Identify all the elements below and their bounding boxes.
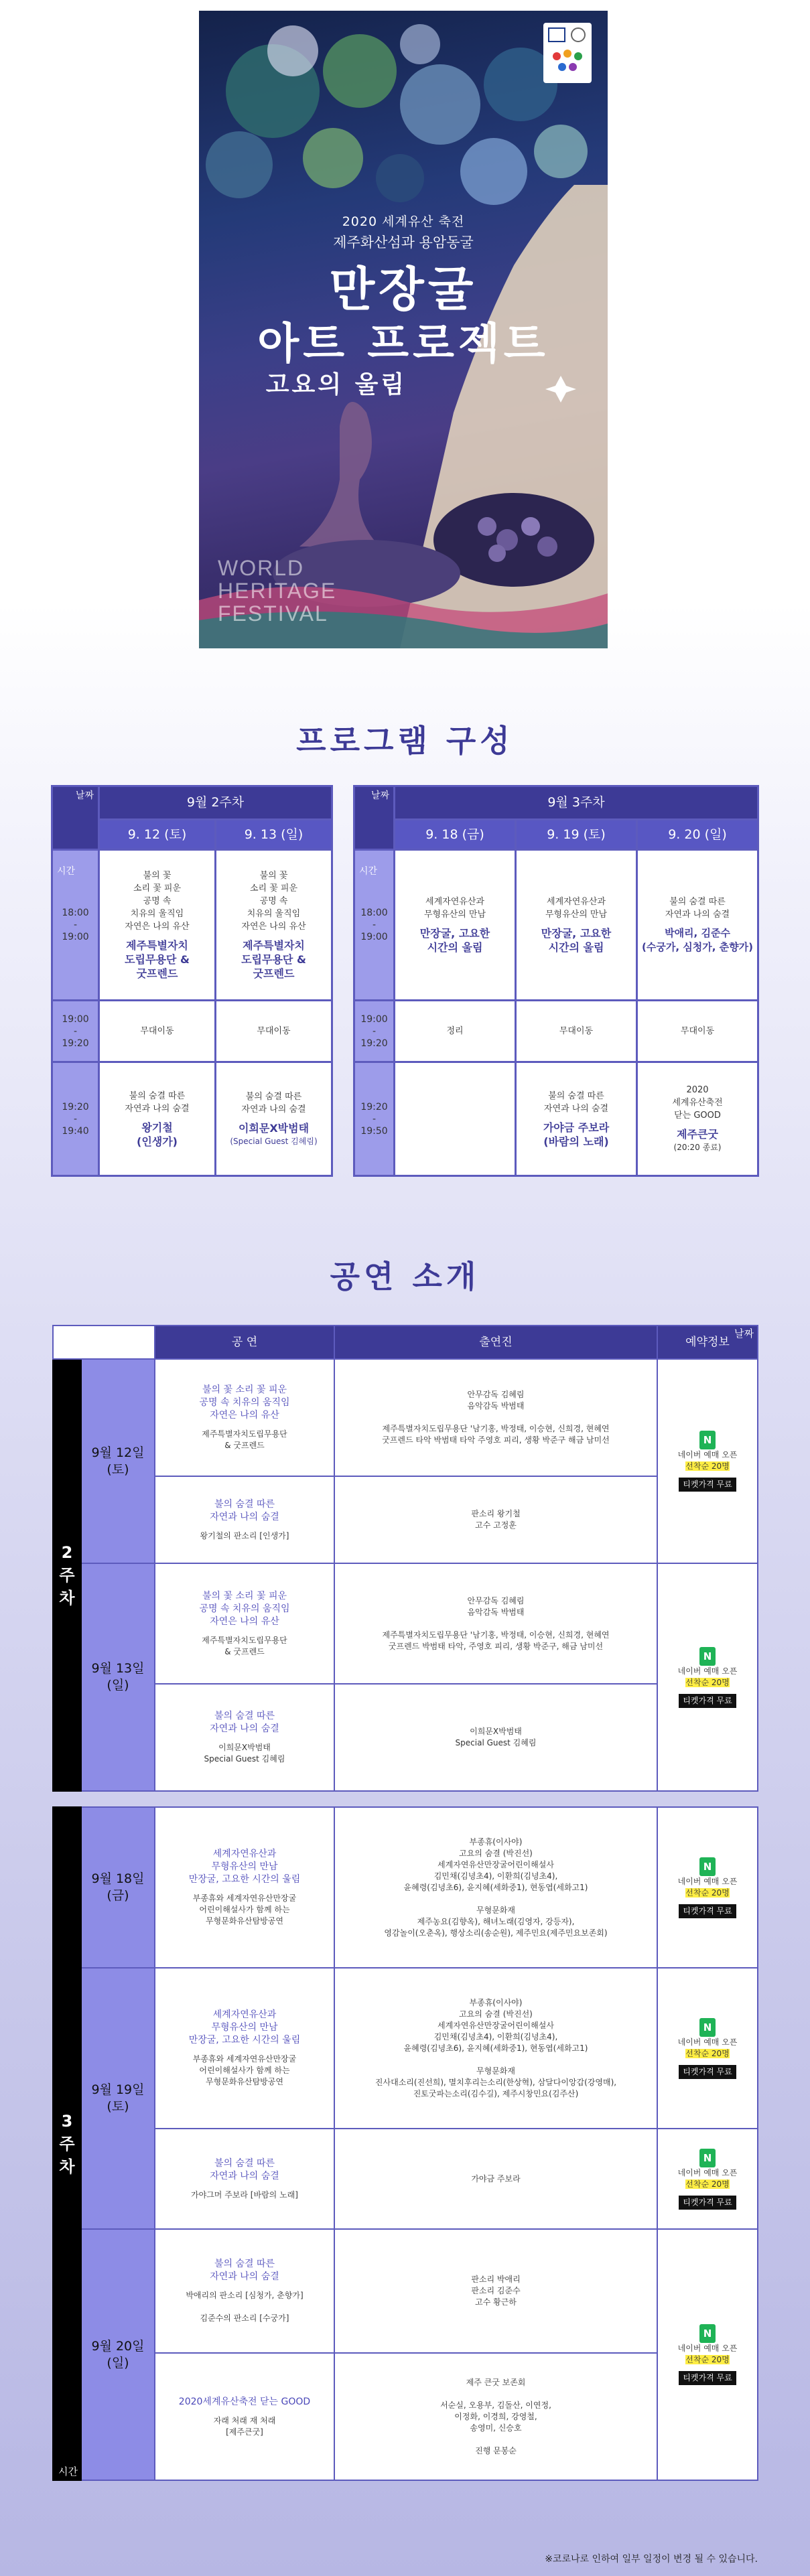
program-cell: 무대이동 bbox=[637, 1001, 758, 1062]
reserve-open-text: 네이버 예매 오픈 bbox=[677, 2037, 738, 2047]
wh-line-1: WORLD bbox=[218, 556, 305, 580]
day-cell-sep19: 9월 19일 (토) bbox=[81, 1968, 155, 2229]
corner-date-label: 날짜 bbox=[75, 790, 94, 801]
cast-cell: 제주 큰굿 보존회 서순실, 오용부, 김돌산, 이연정, 이정화, 이경희, 강영철, 송영미, 신승호 진행 문봉순 bbox=[334, 2353, 657, 2480]
reserve-open-text: 네이버 예매 오픈 bbox=[677, 1666, 738, 1676]
show-sub: 이희문X박범태 Special Guest 김혜림 bbox=[204, 1743, 285, 1764]
cell-text: 세계자연유산과 무형유산의 만남 bbox=[423, 897, 486, 920]
show-sub: 자래 처래 재 처래 [제주큰굿] bbox=[213, 2415, 276, 2437]
day-cell-sep20: 9월 20일 (일) bbox=[81, 2229, 155, 2480]
show-cell bbox=[155, 1684, 334, 1791]
cast-cell: 안무감독 김혜림 음악감독 박범태 제주특별자치도립무용단 '남기홍, 박정태, 이승현, 신희경, 현혜연 굿프렌드 박범태 타악, 주영호 피리, 생황 박준구, 해금 남미선 bbox=[334, 1563, 657, 1684]
cell-highlight: 박애리, 김준수 (수궁가, 심청가, 춘향가) bbox=[642, 927, 753, 953]
show-sub: 제주특별자치도립무용단 & 굿프렌드 bbox=[202, 1635, 287, 1656]
cell-highlight: 이희문X박범태 bbox=[238, 1121, 310, 1135]
corner-date-label: 날짜 bbox=[734, 1328, 754, 1340]
week2-header: 9월 2주차 bbox=[99, 786, 332, 820]
show-sub: 가야그머 주보라 [바람의 노래] bbox=[191, 2190, 298, 2200]
naver-icon[interactable]: N bbox=[699, 2324, 716, 2343]
program-cell: 무대이동 bbox=[99, 1001, 216, 1062]
poster-title-3: 고요의 울림 bbox=[265, 371, 407, 399]
cell-highlight: 왕기철 (인생가) bbox=[137, 1121, 178, 1148]
wh-line-3: FESTIVAL bbox=[218, 601, 328, 626]
column-header-cast: 출연진 bbox=[334, 1326, 657, 1359]
show-sub: 부종휴와 세계자연유산만장굴 어린이해설사가 함께 하는 무형문화유산탐방공연 bbox=[192, 1893, 297, 1926]
time-cell: 19:00 - 19:20 bbox=[354, 1001, 395, 1062]
corner-date-label: 날짜 bbox=[370, 790, 389, 801]
program-table-week3 bbox=[353, 785, 759, 1177]
cell-highlight: 제주특별자치 도립무용단 & 굿프렌드 bbox=[241, 939, 306, 980]
cell-highlight: 만장굴, 고요한 시간의 울림 bbox=[419, 927, 490, 954]
week2-label: 2 주 차 bbox=[53, 1359, 81, 1791]
day-header: 9. 20 (일) bbox=[637, 820, 758, 850]
week-gap bbox=[53, 1791, 758, 1807]
cell-text: 불의 숨결 따른 자연과 나의 숨결 bbox=[543, 1090, 609, 1114]
naver-icon[interactable]: N bbox=[699, 2149, 716, 2167]
show-cell bbox=[155, 1476, 334, 1563]
world-heritage-festival-text bbox=[218, 557, 336, 625]
naver-icon[interactable]: N bbox=[699, 1431, 716, 1449]
show-title: 불의 숨결 따른 자연과 나의 숨결 bbox=[210, 2157, 279, 2181]
reservation-cell bbox=[657, 1807, 758, 1968]
cast-cell: 부종휴(이사야) 고요의 숨결 (박진선) 세계자연유산만장굴어린이해설사 김민채(김녕초4), 이환희(김녕초4), 윤혜령(김녕초6), 윤지혜(세화중1), 현동엽(세화고1) 무형문화재 진사대소리(진선희), 멸치후리는소리(한상혁), 삼달다이앙갑(강영매), 진토굿파는소리(김수길), 제주시창민요(김주산) bbox=[334, 1968, 657, 2129]
cell-text: 세계자연유산과 무형유산의 만남 bbox=[545, 897, 608, 920]
cast-cell: 부종휴(이사야) 고요의 숨결 (박진선) 세계자연유산만장굴어린이해설사 김민채(김녕초4), 이환희(김녕초4), 윤혜령(김녕초6), 윤지혜(세화중1), 현동엽(세화고1) 무형문화재 제주농요(김향옥), 해녀노래(김영자, 강등자), 영감놀이(오춘옥), 행상소리(송순원), 제주민요(제주민요보존회) bbox=[334, 1807, 657, 1968]
free-ticket-badge: 티켓가격 무료 bbox=[679, 1694, 736, 1708]
show-title: 불의 숨결 따른 자연과 나의 숨결 bbox=[210, 1498, 279, 1522]
cast-cell: 안무감독 김혜림 음악감독 박범태 제주특별자치도립무용단 '남기홍, 박정태, 이승현, 신희경, 현혜연 굿프렌드 타악 박범태 타악 주영호 피리, 생황 박준구 해금 남미선 bbox=[334, 1359, 657, 1476]
cell-text: 불의 숨결 따른 자연과 나의 숨결 bbox=[665, 897, 730, 920]
reserve-open-text: 네이버 예매 오픈 bbox=[677, 1876, 738, 1886]
time-cell: 19:20 - 19:50 bbox=[354, 1062, 395, 1176]
program-cell bbox=[216, 1062, 332, 1176]
free-ticket-badge: 티켓가격 무료 bbox=[679, 1904, 736, 1918]
wh-line-2: HERITAGE bbox=[218, 579, 337, 603]
program-cell: 무대이동 bbox=[216, 1001, 332, 1062]
naver-icon[interactable]: N bbox=[699, 1857, 716, 1876]
free-ticket-badge: 티켓가격 무료 bbox=[679, 2065, 736, 2079]
cell-text: 불의 숨결 따른 자연과 나의 숨결 bbox=[125, 1090, 190, 1114]
program-table-week2 bbox=[51, 785, 333, 1177]
reservation-cell bbox=[657, 1968, 758, 2129]
show-title: 불의 숨결 따른 자연과 나의 숨결 bbox=[210, 1711, 279, 1734]
time-cell: 19:20 - 19:40 bbox=[52, 1062, 99, 1176]
cast-cell: 판소리 왕기철 고수 고정훈 bbox=[334, 1476, 657, 1563]
reservation-cell bbox=[657, 2129, 758, 2229]
show-title: 불의 숨결 따른 자연과 나의 숨결 bbox=[210, 2259, 279, 2282]
cell-highlight: 만장굴, 고요한 시간의 울림 bbox=[541, 927, 612, 954]
naver-icon[interactable]: N bbox=[699, 2018, 716, 2037]
program-cell bbox=[216, 850, 332, 1001]
cell-text: 불의 꽃 소리 꽃 피운 공명 속 치유의 울직임 자연은 나의 유산 bbox=[241, 871, 306, 932]
show-cell bbox=[155, 1807, 334, 1968]
naver-icon[interactable]: N bbox=[699, 1647, 716, 1666]
cell-text: 2020 세계유산축전 닫는 GOOD bbox=[672, 1085, 723, 1121]
poster-title-2: 아트 프로젝트 bbox=[257, 319, 549, 369]
time-cell: 19:00 - 19:20 bbox=[52, 1001, 99, 1062]
covid-notice: ※코로나로 인하여 일부 일정이 변경 될 수 있습니다. bbox=[545, 2554, 758, 2565]
reserve-open-text: 네이버 예매 오픈 bbox=[677, 2167, 738, 2177]
show-cell bbox=[155, 2229, 334, 2353]
show-cell bbox=[155, 1563, 334, 1684]
reservation-cell bbox=[657, 1359, 758, 1563]
first-come-badge: 선착순 20명 bbox=[685, 2048, 730, 2058]
day-header: 9. 12 (토) bbox=[99, 820, 216, 850]
show-title: 불의 꽃 소리 꽃 피운 공명 속 치유의 움직임 자연은 나의 유산 bbox=[199, 1590, 290, 1627]
unesco-logo-icon bbox=[543, 23, 592, 83]
time-cell: 18:00 - 19:00 bbox=[354, 850, 395, 1001]
show-cell bbox=[155, 1968, 334, 2129]
show-title: 세계자연유산과 무형유산의 만남 만장굴, 고요한 시간의 울림 bbox=[188, 2009, 301, 2046]
reservation-cell bbox=[657, 1563, 758, 1791]
first-come-badge: 선착순 20명 bbox=[685, 2355, 730, 2364]
free-ticket-badge: 티켓가격 무료 bbox=[679, 2371, 736, 2385]
show-sub: 왕기철의 판소리 [인생가] bbox=[200, 1530, 289, 1541]
cell-extra: (20:20 종료) bbox=[673, 1143, 722, 1152]
program-cell bbox=[516, 1062, 637, 1176]
table-corner bbox=[52, 786, 99, 877]
corner-time-label: 시간 bbox=[58, 2465, 78, 2478]
first-come-badge: 선착순 20명 bbox=[685, 1677, 730, 1687]
day-cell-sep12: 9월 12일 (토) bbox=[81, 1359, 155, 1563]
poster-subtitle-1: 2020 세계유산 축전 bbox=[342, 214, 465, 229]
day-cell-sep18: 9월 18일 (금) bbox=[81, 1807, 155, 1968]
program-cell bbox=[395, 850, 516, 1001]
show-sub: 부종휴와 세계자연유산만장굴 어린이해설사가 함께 하는 무형문화유산탐방공연 bbox=[192, 2054, 297, 2086]
first-come-badge: 선착순 20명 bbox=[685, 1887, 730, 1898]
day-header: 9. 18 (금) bbox=[395, 820, 516, 850]
reserve-open-text: 네이버 예매 오픈 bbox=[677, 1450, 738, 1459]
day-cell-sep13: 9월 13일 (일) bbox=[81, 1563, 155, 1791]
program-cell bbox=[516, 850, 637, 1001]
show-sub: 제주특별자치도립무용단 & 굿프렌드 bbox=[202, 1429, 287, 1450]
poster-subtitle-2: 제주화산섬과 용암동굴 bbox=[333, 234, 474, 251]
show-title: 세계자연유산과 무형유산의 만남 만장굴, 고요한 시간의 울림 bbox=[188, 1849, 301, 1885]
cast-cell: 가야금 주보라 bbox=[334, 2129, 657, 2229]
program-section-title: 프로그램 구성 bbox=[296, 723, 514, 759]
cell-highlight: 가야금 주보라 (바람의 노래) bbox=[543, 1121, 610, 1148]
program-cell bbox=[637, 850, 758, 1001]
program-cell: 정리 bbox=[395, 1001, 516, 1062]
program-cell bbox=[395, 1062, 516, 1176]
unesco-logo bbox=[543, 23, 592, 83]
time-cell: 18:00 - 19:00 bbox=[52, 850, 99, 1001]
column-header-show: 공 연 bbox=[155, 1326, 334, 1359]
free-ticket-badge: 티켓가격 무료 bbox=[679, 1478, 736, 1492]
corner-time-label: 시간 bbox=[57, 866, 76, 877]
show-cell bbox=[155, 2353, 334, 2480]
show-title: 2020세계유산축전 닫는 GOOD bbox=[178, 2396, 311, 2407]
day-header: 9. 13 (일) bbox=[216, 820, 332, 850]
cell-text: 불의 숨결 따른 자연과 나의 숨결 bbox=[241, 1091, 306, 1115]
cell-extra: (Special Guest 김혜림) bbox=[230, 1136, 318, 1146]
cast-cell: 판소리 박애리 판소리 김준수 고수 황근하 bbox=[334, 2229, 657, 2353]
first-come-badge: 선착순 20명 bbox=[685, 1461, 730, 1471]
program-cell bbox=[99, 1062, 216, 1176]
table-corner bbox=[354, 786, 395, 877]
cell-text: 불의 꽃 소리 꽃 피운 공명 속 치유의 울직임 자연은 나의 유산 bbox=[125, 871, 190, 932]
week3-label: 3 주 차 bbox=[53, 1807, 81, 2480]
show-cell bbox=[155, 2129, 334, 2229]
reservation-cell bbox=[657, 2229, 758, 2480]
free-ticket-badge: 티켓가격 무료 bbox=[679, 2196, 736, 2210]
performance-table bbox=[52, 1325, 758, 2481]
cell-highlight: 제주큰굿 bbox=[677, 1128, 718, 1141]
festival-poster bbox=[199, 11, 608, 648]
performance-section-title: 공연 소개 bbox=[330, 1259, 480, 1295]
first-come-badge: 선착순 20명 bbox=[685, 2179, 730, 2189]
week3-header: 9월 3주차 bbox=[395, 786, 758, 820]
show-title: 불의 꽃 소리 꽃 피운 공명 속 치유의 움직임 자연은 나의 유산 bbox=[199, 1384, 290, 1421]
cell-highlight: 제주특별자치 도립무용단 & 굿프렌드 bbox=[125, 939, 190, 980]
day-header: 9. 19 (토) bbox=[516, 820, 637, 850]
poster-title-1: 만장굴 bbox=[329, 262, 478, 317]
corner-time-label: 시간 bbox=[359, 866, 378, 877]
column-header-reservation: 예약정보 bbox=[657, 1326, 758, 1359]
show-cell bbox=[155, 1359, 334, 1476]
program-cell bbox=[99, 850, 216, 1001]
cast-cell: 이희문X박범태 Special Guest 김혜림 bbox=[334, 1684, 657, 1791]
reserve-open-text: 네이버 예매 오픈 bbox=[677, 2344, 738, 2353]
program-cell bbox=[637, 1062, 758, 1176]
program-cell: 무대이동 bbox=[516, 1001, 637, 1062]
show-sub: 박애리의 판소리 [심청가, 춘향가] 김준수의 판소리 [수궁가] bbox=[186, 2291, 303, 2323]
